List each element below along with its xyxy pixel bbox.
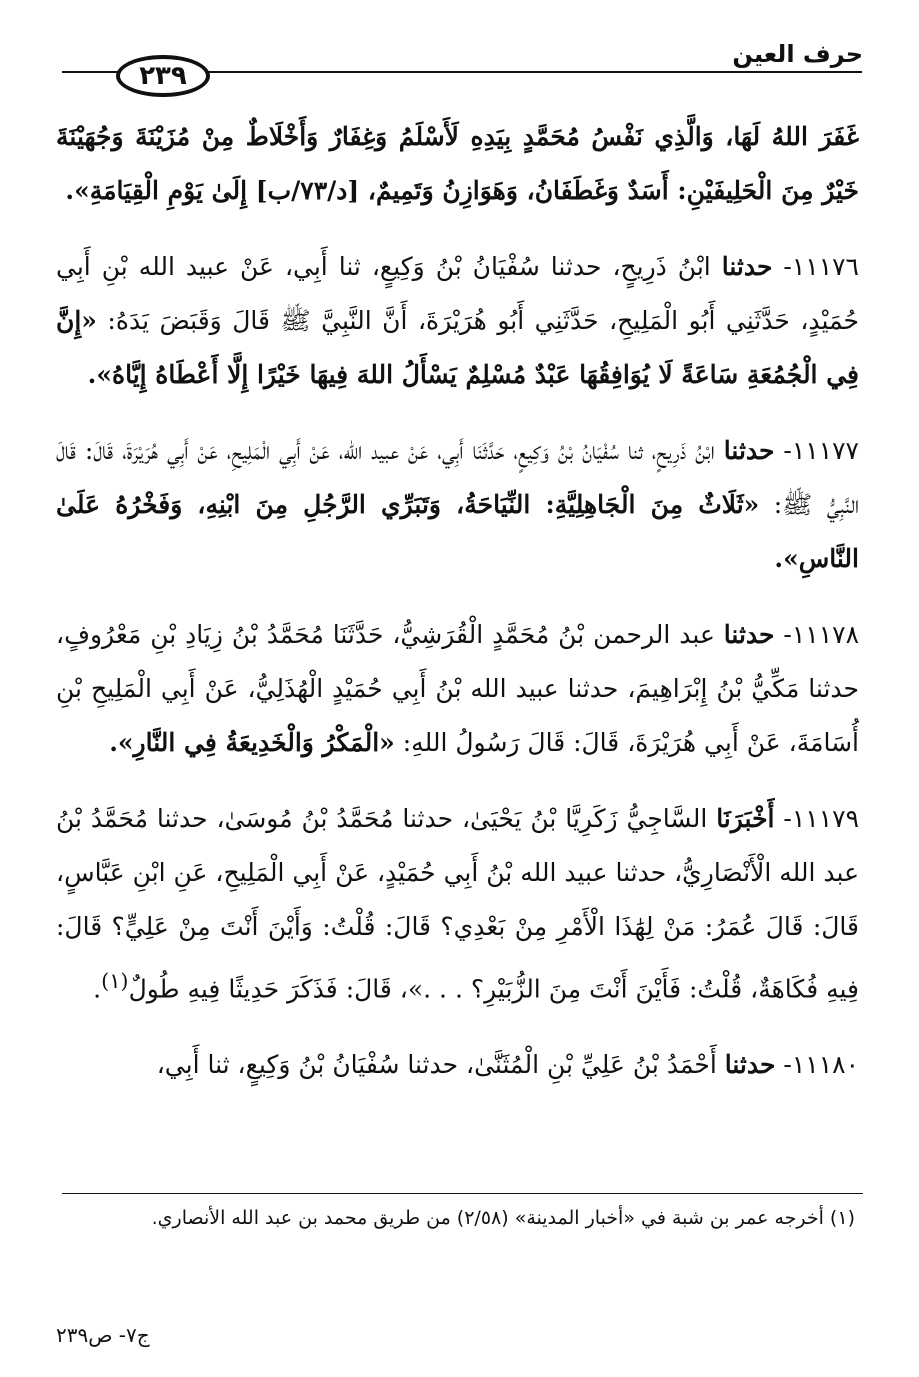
narration-keyword: حدثنا — [723, 620, 775, 649]
paragraph-end: . — [93, 974, 102, 1004]
hadith-number: ١١١٧٨ — [791, 620, 859, 649]
isnad-text: ابْنُ ذَرِيحٍ، ثنا سُفْيَانُ بْنُ وَكِيعٍ، حَدَّثَنَا أَبِي، عَنْ عبيد الله، عَنْ أَبِي الْمَلِيحِ، عَنْ أَبِي هُرَيْرَةَ، قَالَ: قَالَ النَّبِيُّ ﷺ: — [56, 436, 860, 519]
isnad-text: ابْنُ ذَرِيحٍ، حدثنا سُفْيَانُ بْنُ وَكِيعٍ، ثنا أَبِي، عَنْ عبيد الله بْنِ أَبِي حُمَيْدٍ، حَدَّثَنِي أَبُو الْمَلِيحِ، حَدَّثَنِي أَبُو هُرَيْرَةَ، أَنَّ النَّبِيَّ ﷺ قَالَ وَقَبَضَ يَدَهُ: — [56, 252, 859, 335]
hadith-paragraph: ١١١٧٩- أَخْبَرَنَا السَّاجِيُّ زَكَرِيَّا بْنُ يَحْيَىٰ، حدثنا مُحَمَّدُ بْنُ مُوسَىٰ، حدثنا مُحَمَّدُ بْنُ عبد الله الْأَنْصَارِيُّ، حدثنا عبيد الله بْنُ أَبِي حُمَيْدٍ، عَنْ أَبِي الْمَلِيحِ، عَنِ ابْنِ عَبَّاسٍ، قَالَ: قَالَ عُمَرُ: مَنْ لِهَٰذَا الْأَمْرِ مِنْ بَعْدِي؟ قَالَ: قُلْتُ: وَأَيْنَ أَنْتَ مِنْ عَلِيٍّ؟ قَالَ: فِيهِ فُكَاهَةٌ، قُلْتُ: فَأَيْنَ أَنْتَ مِنَ الزُّبَيْرِ؟ . . .»، قَالَ: فَذَكَرَ حَدِيثًا فِيهِ طُولٌ$^{(١)}$. — [56, 804, 859, 1004]
hadith-number: ١١١٨٠ — [791, 1050, 859, 1080]
hadith-paragraph: ١١١٧٧- حدثنا ابْنُ ذَرِيحٍ، ثنا سُفْيَانُ بْنُ وَكِيعٍ، حَدَّثَنَا أَبِي، عَنْ عبيد الله، عَنْ أَبِي الْمَلِيحِ، عَنْ أَبِي هُرَيْرَةَ، قَالَ: قَالَ النَّبِيُّ ﷺ: «ثَلَاثٌ مِنَ الْجَاهِلِيَّةِ: النِّيَاحَةُ، وَتَبَرِّي الرَّجُلِ مِنَ ابْنِهِ، وَفَخْرُهُ عَلَىٰ النَّاسِ». — [56, 436, 860, 573]
main-text — [56, 110, 859, 1114]
running-header-title: حرف العين — [732, 40, 863, 68]
page-number-badge: ٢٣٩ — [116, 55, 210, 97]
hadith-quote: «الْمَكْرُ وَالْخَدِيعَةُ فِي النَّارِ». — [109, 728, 395, 757]
hadith-number: ١١١٧٩ — [791, 804, 859, 833]
hadith-paragraph: ١١١٧٦- حدثنا ابْنُ ذَرِيحٍ، حدثنا سُفْيَانُ بْنُ وَكِيعٍ، ثنا أَبِي، عَنْ عبيد الله بْنِ أَبِي حُمَيْدٍ، حَدَّثَنِي أَبُو الْمَلِيحِ، حَدَّثَنِي أَبُو هُرَيْرَةَ، أَنَّ النَّبِيَّ ﷺ قَالَ وَقَبَضَ يَدَهُ: «إِنَّ فِي الْجُمُعَةِ سَاعَةً لَا يُوَافِقُهَا عَبْدٌ مُسْلِمٌ يَسْأَلُ اللهَ فِيهَا خَيْرًا إِلَّا أَعْطَاهُ إِيَّاهُ». — [56, 252, 859, 389]
footnote-divider — [62, 1193, 863, 1194]
hadith-number: ١١١٧٧ — [791, 436, 859, 465]
isnad-text: أَحْمَدُ بْنُ عَلِيِّ بْنِ الْمُثَنَّىٰ، حدثنا سُفْيَانُ بْنُ وَكِيعٍ، ثنا أَبِي، — [156, 1050, 725, 1080]
narration-keyword: أَخْبَرَنَا — [716, 804, 775, 833]
isnad-text: عبد الرحمن بْنُ مُحَمَّدٍ الْقُرَشِيُّ، حَدَّثَنَا مُحَمَّدُ بْنُ زِيَادِ بْنِ مَعْرُوفٍ، حدثنا مَكِّيُّ بْنُ إِبْرَاهِيمَ، حدثنا عبيد الله بْنُ أَبِي حُمَيْدٍ الْهُذَلِيُّ، عَنْ أَبِي الْمَلِيحِ بْنِ أُسَامَةَ، عَنْ أَبِي هُرَيْرَةَ، قَالَ: قَالَ رَسُولُ اللهِ: — [56, 620, 859, 757]
isnad-text: السَّاجِيُّ زَكَرِيَّا بْنُ يَحْيَىٰ، حدثنا مُحَمَّدُ بْنُ مُوسَىٰ، حدثنا مُحَمَّدُ بْنُ عبد الله الْأَنْصَارِيُّ، حدثنا عبيد الله بْنُ أَبِي حُمَيْدٍ، عَنْ أَبِي الْمَلِيحِ، عَنِ ابْنِ عَبَّاسٍ، قَالَ: قَالَ عُمَرُ: مَنْ لِهَٰذَا الْأَمْرِ مِنْ بَعْدِي؟ قَالَ: قُلْتُ: وَأَيْنَ أَنْتَ مِنْ عَلِيٍّ؟ قَالَ: فِيهِ فُكَاهَةٌ، قُلْتُ: فَأَيْنَ أَنْتَ مِنَ الزُّبَيْرِ؟ . . .»، قَالَ: فَذَكَرَ حَدِيثًا فِيهِ طُولٌ — [56, 804, 859, 1004]
volume-page-footer: ج٧- ص٢٣٩ — [56, 1323, 150, 1347]
narration-keyword: حدثنا — [724, 1050, 776, 1080]
narration-keyword: حدثنا — [723, 436, 775, 465]
hadith-number: ١١١٧٦ — [791, 252, 859, 281]
hadith-quote: «ثَلَاثٌ مِنَ الْجَاهِلِيَّةِ: النِّيَاحَةُ، وَتَبَرِّي الرَّجُلِ مِنَ ابْنِهِ، وَفَخْرُهُ عَلَىٰ النَّاسِ». — [56, 490, 859, 573]
hadith-paragraph: ١١١٨٠- حدثنا أَحْمَدُ بْنُ عَلِيِّ بْنِ الْمُثَنَّىٰ، حدثنا سُفْيَانُ بْنُ وَكِيعٍ، ثنا أَبِي، — [156, 1050, 859, 1080]
footnote-text: (١) أخرجه عمر بن شبة في «أخبار المدينة» (٢/٥٨) من طريق محمد بن عبد الله الأنصاري. — [151, 1207, 855, 1229]
paragraph-text: غَفَرَ اللهُ لَهَا، وَالَّذِي نَفْسُ مُحَمَّدٍ بِيَدِهِ لَأَسْلَمُ وَغِفَارٌ وَأَخْلَاطٌ مِنْ مُزَيْنَةَ وَجُهَيْنَةَ خَيْرٌ مِنَ الْحَلِيفَيْنِ: أَسَدٌ وَغَطَفَانُ، وَهَوَازِنُ وَتَمِيمٌ، [د/٧٣/ب] إِلَىٰ يَوْمِ الْقِيَامَةِ». — [56, 122, 859, 205]
paragraph-continuation — [56, 110, 859, 218]
narration-keyword: حدثنا — [721, 252, 773, 281]
hadith-paragraph: ١١١٧٨- حدثنا عبد الرحمن بْنُ مُحَمَّدٍ الْقُرَشِيُّ، حَدَّثَنَا مُحَمَّدُ بْنُ زِيَادِ بْنِ مَعْرُوفٍ، حدثنا مَكِّيُّ بْنُ إِبْرَاهِيمَ، حدثنا عبيد الله بْنُ أَبِي حُمَيْدٍ الْهُذَلِيُّ، عَنْ أَبِي الْمَلِيحِ بْنِ أُسَامَةَ، عَنْ أَبِي هُرَيْرَةَ، قَالَ: قَالَ رَسُولُ اللهِ: «الْمَكْرُ وَالْخَدِيعَةُ فِي النَّارِ». — [56, 620, 859, 757]
footnote-reference[interactable]: (١) — [101, 969, 129, 993]
hadith-quote: «إِنَّ فِي الْجُمُعَةِ سَاعَةً لَا يُوَافِقُهَا عَبْدٌ مُسْلِمٌ يَسْأَلُ اللهَ فِيهَا خَيْرًا إِلَّا أَعْطَاهُ إِيَّاهُ». — [56, 306, 859, 389]
